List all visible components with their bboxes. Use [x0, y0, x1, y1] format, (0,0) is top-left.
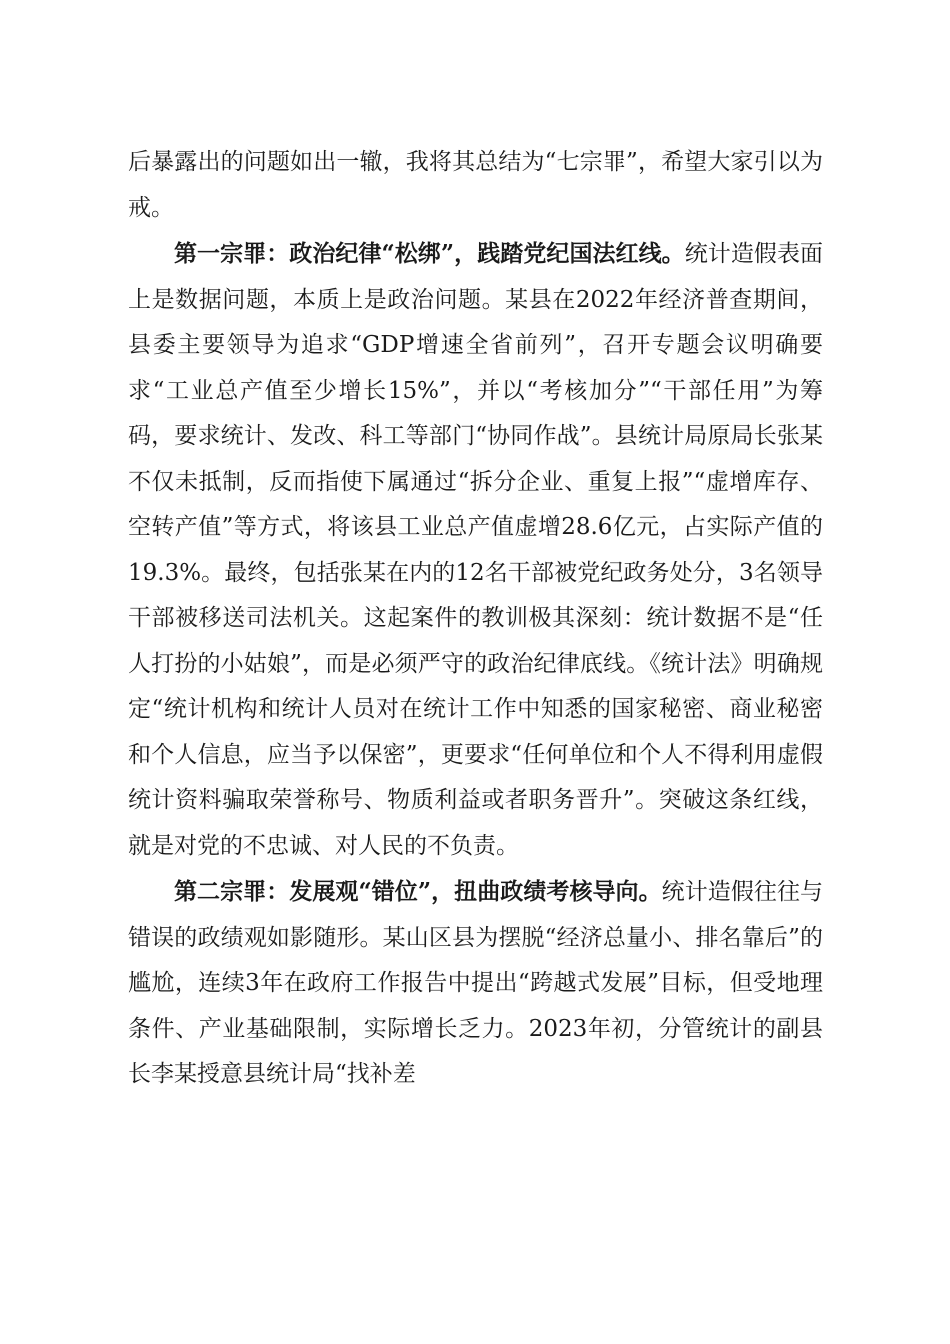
paragraph-body: 统计造假表面上是数据问题，本质上是政治问题。某县在2022年经济普查期间，县委主要领导为追求“GDP增速全省前列”，召开专题会议明确要求“工业总产值至少增长15%”，并以“考核加分”“干部任用”为筹码，要求统计、发改、科工等部门“协同作战”。县统计局原局长张某不仅未抵制，反而指使下属通过“拆分企业、重复上报”“虚增库存、空转产值”等方式，将该县工业总产值虚增28.6亿元，占实际产值的19.3%。最终，包括张某在内的12名干部被党纪政务处分，3名领导干部被移送司法机关。这起案件的教训极其深刻：统计数据不是“任人打扮的小姑娘”，而是必须严守的政治纪律底线。《统计法》明确规定“统计机构和统计人员对在统计工作中知悉的国家秘密、商业秘密和个人信息，应当予以保密”，更要求“任何单位和个人不得利用虚假统计资料骗取荣誉称号、物质利益或者职务晋升”。突破这条红线，就是对党的不忠诚、对人民的不负责。 [128, 241, 823, 859]
paragraph-first-sin [128, 231, 823, 869]
paragraph-body: 后暴露出的问题如出一辙，我将其总结为“七宗罪”，希望大家引以为戒。 [128, 149, 823, 221]
document-body [128, 140, 823, 1098]
paragraph-continuation [128, 140, 823, 231]
paragraph-heading: 第二宗罪：发展观“错位”，扭曲政绩考核导向。 [174, 878, 662, 905]
paragraph-second-sin [128, 869, 823, 1098]
paragraph-heading: 第一宗罪：政治纪律“松绑”，践踏党纪国法红线。 [174, 240, 685, 267]
paragraph-body: 统计造假往往与错误的政绩观如影随形。某山区县为摆脱“经济总量小、排名靠后”的尴尬，连续3年在政府工作报告中提出“跨越式发展”目标，但受地理条件、产业基础限制，实际增长乏力。2023年初，分管统计的副县长李某授意县统计局“找补差 [128, 879, 823, 1087]
